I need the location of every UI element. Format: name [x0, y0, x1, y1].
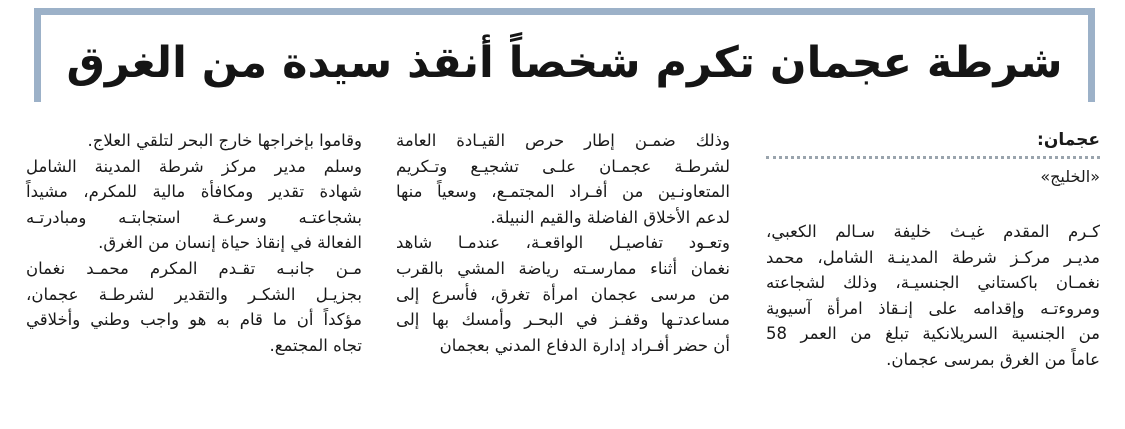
article-column-left	[26, 128, 362, 358]
text-line: لدعم الأخلاق الفاضلة والقيم النبيلة.	[490, 207, 730, 227]
paragraph	[26, 128, 362, 154]
column-body	[396, 128, 730, 358]
text-line: وقاموا بإخراجها خارج البحر لتلقي العلاج.	[87, 131, 362, 150]
text-line: تجاه المجتمع.	[269, 335, 362, 355]
text-line: نغمـان باكستاني الجنسيـة، وذلك لشجاعته	[766, 273, 1100, 293]
column-body	[26, 128, 362, 358]
text-line: أن حضر أفـراد إدارة الدفاع المدني بعجمان	[439, 335, 730, 355]
text-line: من الجنسية السريلانكية تبلغ من العمر 58	[766, 324, 1100, 344]
text-line: المتعاونـين من أفـراد المجتمـع، وسعياً منها	[396, 182, 730, 202]
text-line: بشجاعتـه وسرعـة استجابتـه ومبادرتـه	[26, 207, 362, 227]
paragraph	[766, 219, 1100, 373]
text-line: الفعالة في إنقاذ حياة إنسان من الغرق.	[98, 233, 362, 253]
text-line: وتعـود تفاصيـل الواقعـة، عندمـا شاهد	[396, 233, 730, 253]
text-line: من مرسى عجمان امرأة تغرق، فأسرع إلى	[396, 284, 730, 304]
text-line: وسلم مدير مركز شرطة المدينة الشامل	[26, 156, 362, 176]
text-line: بجزيـل الشكـر والتقدير لشرطـة عجمان،	[26, 284, 362, 304]
source-credit: «الخليج»	[1040, 167, 1100, 186]
dotted-divider	[766, 156, 1100, 159]
paragraph	[26, 256, 362, 358]
text-line: مديـر مركـز شرطة المدينـة الشامل، محمد	[766, 247, 1100, 267]
text-line: عاماً من الغرق بمرسى عجمان.	[886, 349, 1100, 369]
text-line: شهادة تقدير ومكافأة مالية للمكرم، مشيداً	[26, 182, 362, 202]
headline-frame	[34, 8, 1095, 102]
text-line: كـرم المقدم غيـث خليفة سـالم الكعبي،	[766, 222, 1100, 241]
text-line: نغمان أثناء ممارسـته رياضة المشي بالقرب	[396, 258, 730, 278]
headline: شرطة عجمان تكرم شخصاً أنقذ سيدة من الغرق	[66, 37, 1063, 88]
text-line: مساعدتـها وقفـز في البحـر وأمسك بها إلى	[396, 310, 730, 330]
text-line: مـن جانبـه تقـدم المكرم محمـد نغمان	[26, 258, 362, 278]
article-column-right	[766, 128, 1100, 373]
column-body	[766, 219, 1100, 373]
text-line: مؤكداً أن ما قام به هو واجب وطني وأخلاقي	[26, 310, 362, 330]
paragraph	[26, 154, 362, 256]
paragraph	[396, 230, 730, 358]
article-column-middle	[396, 128, 730, 358]
paragraph	[396, 128, 730, 230]
text-line: لشرطـة عجمـان علـى تشجيـع وتـكريم	[396, 156, 730, 176]
text-line: وذلك ضمـن إطار حرص القيـادة العامة	[396, 131, 730, 150]
dateline: عجمان:	[1037, 130, 1100, 150]
text-line: ومروءتـه وإقدامه على إنـقاذ امرأة آسيوية	[766, 298, 1100, 318]
